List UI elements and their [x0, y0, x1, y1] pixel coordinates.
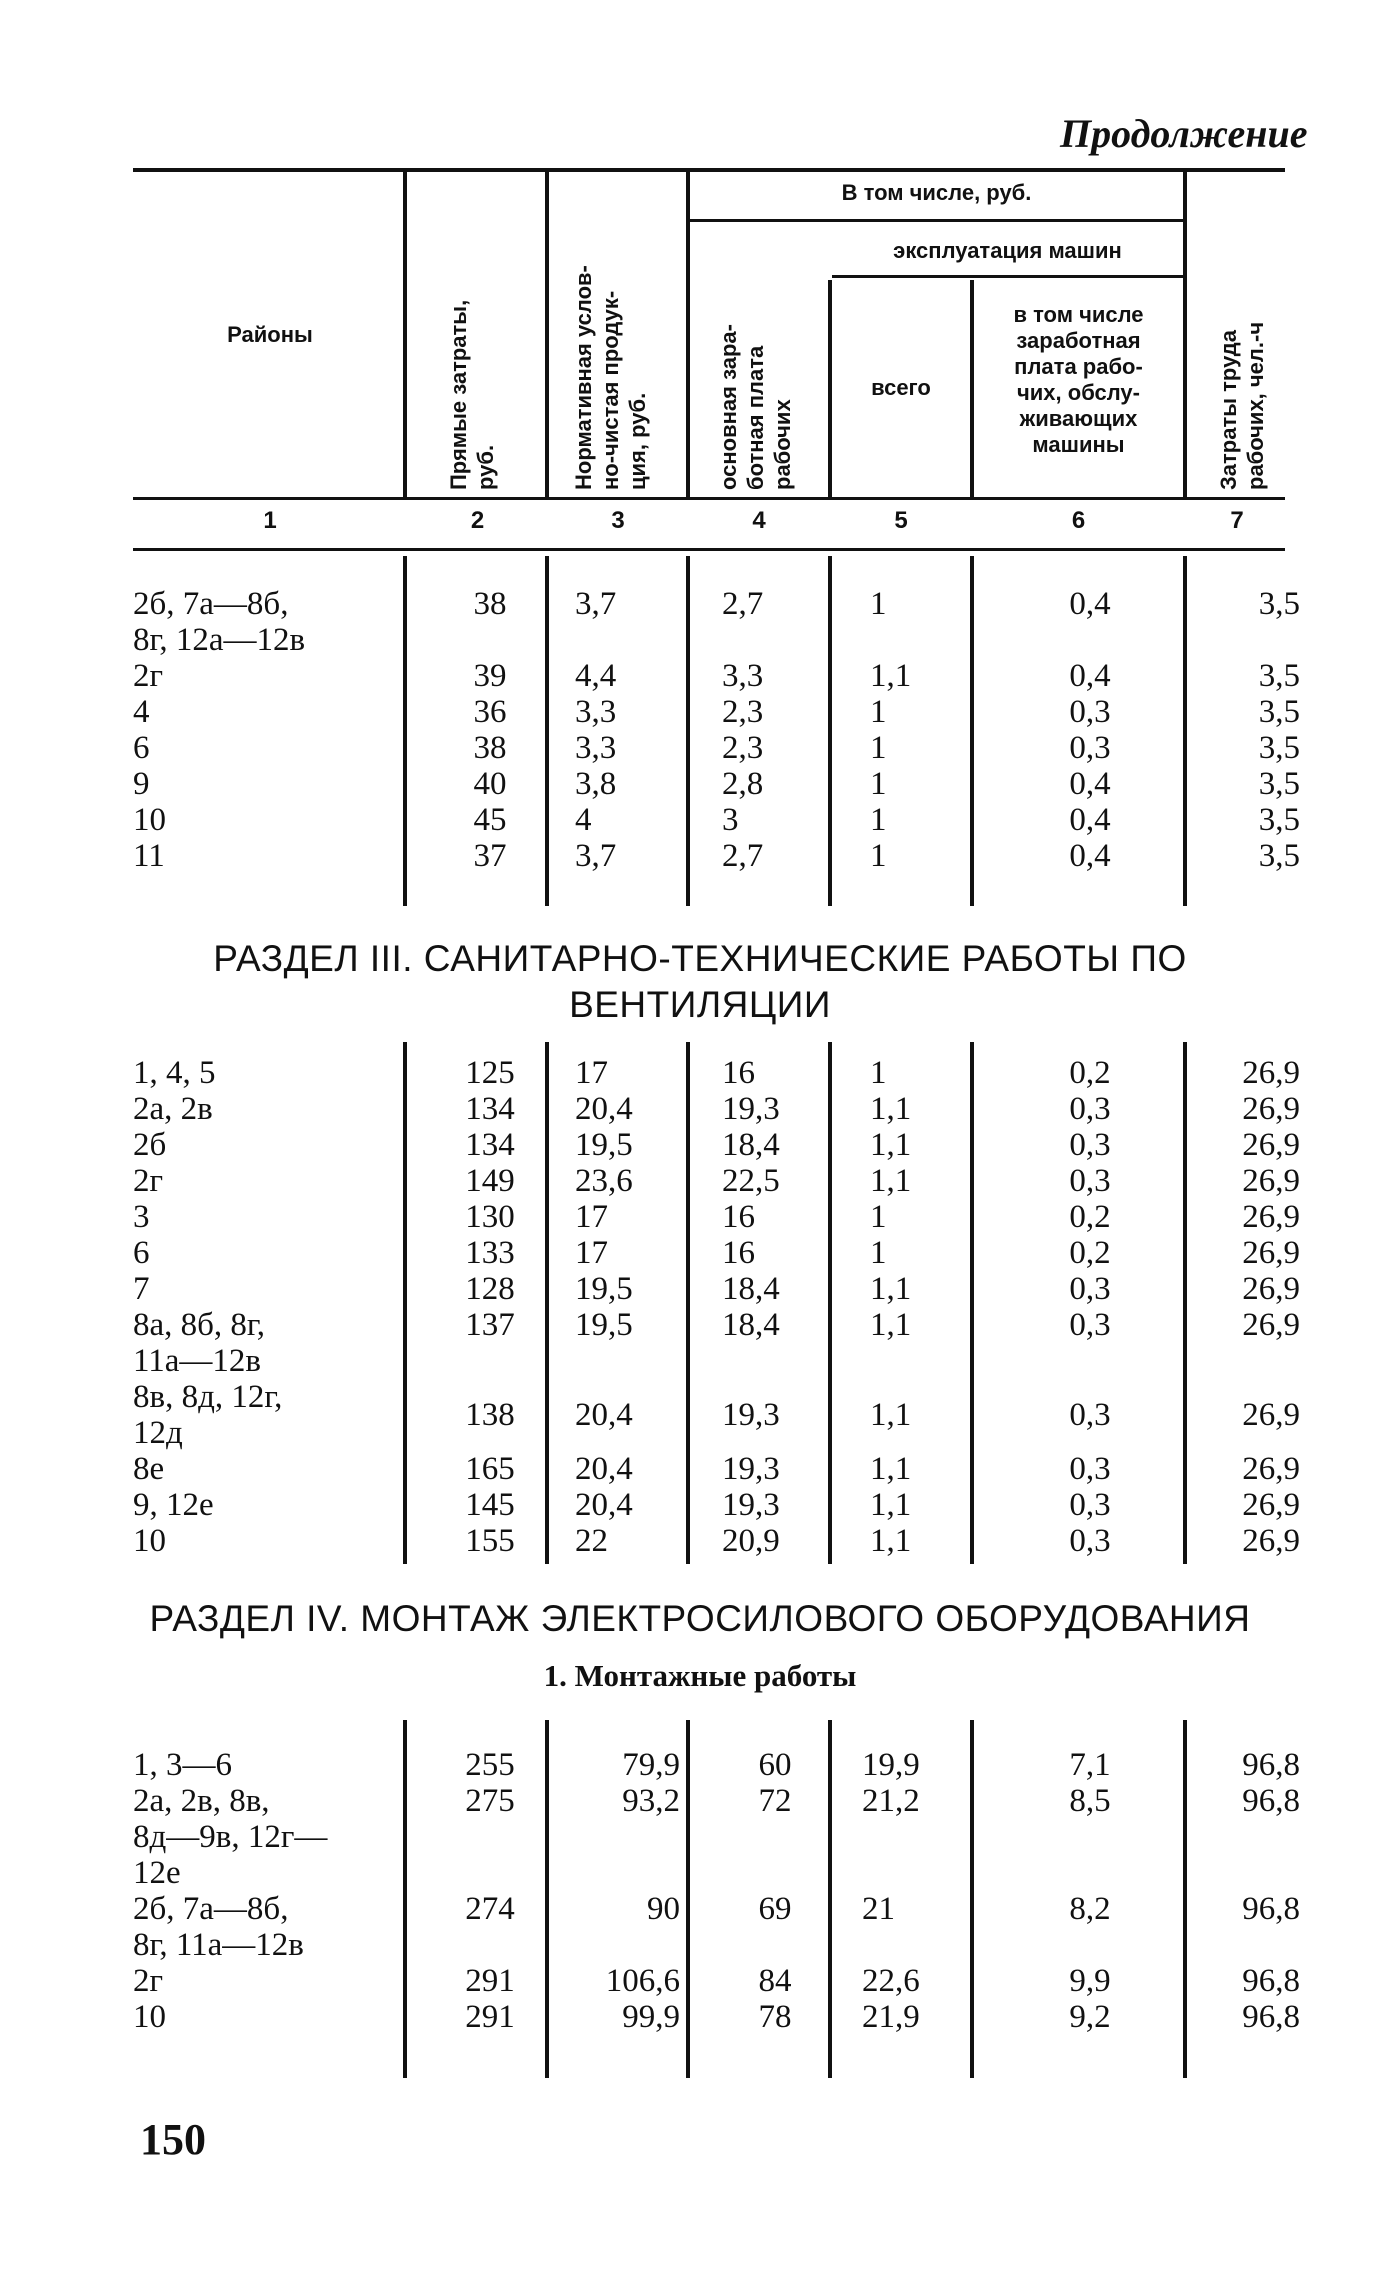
- machine-wages-cell: 0,4: [1069, 802, 1111, 838]
- table-row: [0, 1235, 1387, 1271]
- region-cell: 9: [133, 766, 150, 802]
- table-row: [0, 730, 1387, 766]
- direct-costs-cell: 38: [473, 730, 507, 766]
- labor-costs-cell: 3,5: [1258, 802, 1300, 838]
- labor-costs-cell: 26,9: [1242, 1091, 1300, 1127]
- machine-total-cell: 1: [870, 802, 887, 838]
- machine-total-cell: 1,1: [870, 1163, 912, 1199]
- region-cell: 10: [133, 802, 166, 838]
- column-rule: [828, 556, 832, 906]
- region-cell: 4: [133, 694, 150, 730]
- direct-costs-cell: 274: [465, 1891, 515, 1927]
- machine-wages-cell: 0,3: [1069, 1091, 1111, 1127]
- labor-costs-cell: 26,9: [1242, 1127, 1300, 1163]
- column-number-5: 5: [894, 507, 908, 534]
- labor-costs-cell: 26,9: [1242, 1055, 1300, 1091]
- table-row: [0, 1199, 1387, 1235]
- header-top-rule: [133, 168, 1285, 172]
- direct-costs-cell: 255: [465, 1747, 515, 1783]
- labor-costs-cell: 26,9: [1242, 1397, 1300, 1433]
- labor-costs-cell: 3,5: [1258, 694, 1300, 730]
- normative-product-cell: 4: [575, 802, 592, 838]
- basic-wages-cell: 2,8: [722, 766, 764, 802]
- basic-wages-cell: 19,3: [722, 1397, 780, 1433]
- normative-product-cell: 79,9: [622, 1747, 680, 1783]
- column-rule: [970, 1720, 974, 2078]
- region-cell: 1, 4, 5: [133, 1055, 216, 1091]
- machine-wages-cell: 0,3: [1069, 1451, 1111, 1487]
- machine-total-cell: 1: [870, 1199, 887, 1235]
- normative-product-cell: 17: [575, 1055, 608, 1091]
- direct-costs-cell: 38: [473, 586, 507, 622]
- direct-costs-cell: 37: [473, 838, 507, 874]
- direct-costs-cell: 39: [473, 658, 507, 694]
- machine-wages-cell: 0,3: [1069, 1307, 1111, 1343]
- region-cell: 2а, 2в, 8в, 8д—9в, 12г— 12е: [133, 1783, 328, 1891]
- labor-costs-cell: 26,9: [1242, 1523, 1300, 1559]
- normative-product-cell: 93,2: [622, 1783, 680, 1819]
- direct-costs-cell: 45: [473, 802, 507, 838]
- basic-wages-cell: 60: [758, 1747, 792, 1783]
- machine-wages-cell: 9,2: [1069, 1999, 1111, 2035]
- basic-wages-cell: 2,7: [722, 586, 764, 622]
- table-row: [0, 1963, 1387, 1999]
- labor-costs-cell: 96,8: [1242, 1747, 1300, 1783]
- machine-total-cell: 1,1: [870, 1091, 912, 1127]
- region-cell: 2г: [133, 1963, 164, 1999]
- machine-total-cell: 1,1: [870, 1523, 912, 1559]
- normative-product-cell: 23,6: [575, 1163, 633, 1199]
- normative-product-cell: 3,3: [575, 730, 617, 766]
- region-cell: 8в, 8д, 12г, 12д: [133, 1379, 283, 1451]
- normative-product-cell: 20,4: [575, 1451, 633, 1487]
- header-divider-6: [1183, 172, 1187, 500]
- machine-wages-cell: 8,5: [1069, 1783, 1111, 1819]
- labor-costs-cell: 3,5: [1258, 730, 1300, 766]
- header-machine-wages: в том числе заработная плата рабо- чих, обслу- живающих машины: [1013, 302, 1144, 457]
- machine-total-cell: 22,6: [862, 1963, 920, 1999]
- region-cell: 6: [133, 1235, 150, 1271]
- column-rule: [686, 556, 690, 906]
- machine-wages-cell: 0,3: [1069, 1487, 1111, 1523]
- machine-wages-cell: 0,4: [1069, 766, 1111, 802]
- normative-product-cell: 20,4: [575, 1397, 633, 1433]
- header-total: всего: [871, 375, 931, 400]
- column-rule: [403, 556, 407, 906]
- column-number-7: 7: [1230, 507, 1244, 534]
- column-rule: [970, 1042, 974, 1564]
- column-rule: [686, 1042, 690, 1564]
- header-including-rub: В том числе, руб.: [841, 180, 1032, 205]
- header-direct-costs: Прямые затраты, руб.: [446, 299, 498, 490]
- column-number-2: 2: [470, 507, 485, 534]
- table-row: [0, 1379, 1387, 1451]
- basic-wages-cell: 2,3: [722, 730, 764, 766]
- machine-wages-cell: 0,3: [1069, 1271, 1111, 1307]
- column-rule: [1183, 556, 1187, 906]
- header-divider-1: [403, 172, 407, 500]
- region-cell: 2г: [133, 658, 164, 694]
- basic-wages-cell: 78: [758, 1999, 792, 2035]
- region-cell: 8а, 8б, 8г, 11а—12в: [133, 1307, 265, 1379]
- column-rule: [970, 556, 974, 906]
- table-row: [0, 658, 1387, 694]
- machine-total-cell: 21,2: [862, 1783, 920, 1819]
- section-3-title: РАЗДЕЛ IV. МОНТАЖ ЭЛЕКТРОСИЛОВОГО ОБОРУДОВАНИЯ: [149, 1598, 1251, 1639]
- machine-wages-cell: 0,3: [1069, 1127, 1111, 1163]
- normative-product-cell: 20,4: [575, 1091, 633, 1127]
- header-basic-wages: основная зара- ботная плата рабочих: [716, 324, 795, 490]
- header-regions: Районы: [227, 322, 313, 347]
- machine-total-cell: 1: [870, 838, 887, 874]
- region-cell: 8е: [133, 1451, 165, 1487]
- region-cell: 7: [133, 1271, 150, 1307]
- normative-product-cell: 17: [575, 1199, 608, 1235]
- column-rule: [686, 1720, 690, 2078]
- table-row: [0, 802, 1387, 838]
- machine-total-cell: 1,1: [870, 1451, 912, 1487]
- machine-wages-cell: 9,9: [1069, 1963, 1111, 1999]
- normative-product-cell: 20,4: [575, 1487, 633, 1523]
- direct-costs-cell: 291: [465, 1999, 515, 2035]
- labor-costs-cell: 26,9: [1242, 1235, 1300, 1271]
- machine-total-cell: 1: [870, 586, 887, 622]
- table-row: [0, 1451, 1387, 1487]
- table-row: [0, 586, 1387, 658]
- machine-total-cell: 1: [870, 694, 887, 730]
- region-cell: 10: [133, 1999, 166, 2035]
- labor-costs-cell: 3,5: [1258, 658, 1300, 694]
- direct-costs-cell: 291: [465, 1963, 515, 1999]
- direct-costs-cell: 138: [465, 1397, 515, 1433]
- table-row: [0, 1307, 1387, 1379]
- basic-wages-cell: 18,4: [722, 1127, 780, 1163]
- machine-wages-cell: 0,4: [1069, 658, 1111, 694]
- column-rule: [403, 1042, 407, 1564]
- machine-wages-cell: 0,4: [1069, 838, 1111, 874]
- header-labor-costs: Затраты труда рабочих, чел.-ч: [1216, 321, 1268, 490]
- labor-costs-cell: 26,9: [1242, 1199, 1300, 1235]
- direct-costs-cell: 133: [465, 1235, 515, 1271]
- basic-wages-cell: 84: [758, 1963, 792, 1999]
- labor-costs-cell: 96,8: [1242, 1783, 1300, 1819]
- machine-total-cell: 1,1: [870, 658, 912, 694]
- labor-costs-cell: 3,5: [1258, 586, 1300, 622]
- region-cell: 2б, 7а—8б, 8г, 12а—12в: [133, 586, 306, 658]
- machine-total-cell: 19,9: [862, 1747, 920, 1783]
- basic-wages-cell: 16: [722, 1055, 755, 1091]
- normative-product-cell: 19,5: [575, 1127, 633, 1163]
- machine-wages-cell: 7,1: [1069, 1747, 1111, 1783]
- region-cell: 2г: [133, 1163, 164, 1199]
- table-row: [0, 1523, 1387, 1559]
- table-row: [0, 838, 1387, 874]
- basic-wages-cell: 3: [722, 802, 739, 838]
- basic-wages-cell: 19,3: [722, 1451, 780, 1487]
- normative-product-cell: 3,8: [575, 766, 617, 802]
- direct-costs-cell: 128: [465, 1271, 515, 1307]
- machine-wages-cell: 0,3: [1069, 730, 1111, 766]
- machine-total-cell: 1,1: [870, 1397, 912, 1433]
- direct-costs-cell: 275: [465, 1783, 515, 1819]
- labor-costs-cell: 96,8: [1242, 1999, 1300, 2035]
- basic-wages-cell: 2,3: [722, 694, 764, 730]
- section-3-rows: [0, 1747, 1387, 2035]
- region-cell: 1, 3—6: [133, 1747, 232, 1783]
- machine-wages-cell: 0,3: [1069, 1397, 1111, 1433]
- region-cell: 10: [133, 1523, 166, 1559]
- section-2-title: РАЗДЕЛ III. САНИТАРНО-ТЕХНИЧЕСКИЕ РАБОТЫ ПО ВЕНТИЛЯЦИИ: [213, 938, 1187, 1025]
- normative-product-cell: 4,4: [575, 658, 617, 694]
- column-rule: [1183, 1720, 1187, 2078]
- machine-total-cell: 1,1: [870, 1271, 912, 1307]
- labor-costs-cell: 96,8: [1242, 1963, 1300, 1999]
- labor-costs-cell: 3,5: [1258, 838, 1300, 874]
- table-row: [0, 1891, 1387, 1963]
- normative-product-cell: 106,6: [605, 1963, 680, 1999]
- basic-wages-cell: 20,9: [722, 1523, 780, 1559]
- direct-costs-cell: 36: [473, 694, 507, 730]
- table-row: [0, 694, 1387, 730]
- column-number-4: 4: [752, 507, 766, 534]
- basic-wages-cell: 69: [758, 1891, 792, 1927]
- machine-wages-cell: 0,2: [1069, 1199, 1111, 1235]
- basic-wages-cell: 16: [722, 1199, 755, 1235]
- normative-product-cell: 90: [647, 1891, 680, 1927]
- region-cell: 2б: [133, 1127, 167, 1163]
- region-cell: 6: [133, 730, 150, 766]
- labor-costs-cell: 26,9: [1242, 1307, 1300, 1343]
- table-row: [0, 1271, 1387, 1307]
- machine-wages-cell: 0,4: [1069, 586, 1111, 622]
- table-row: [0, 1091, 1387, 1127]
- basic-wages-cell: 19,3: [722, 1487, 780, 1523]
- normative-product-cell: 19,5: [575, 1271, 633, 1307]
- machine-wages-cell: 0,3: [1069, 694, 1111, 730]
- machine-total-cell: 1,1: [870, 1487, 912, 1523]
- normative-product-cell: 19,5: [575, 1307, 633, 1343]
- labor-costs-cell: 26,9: [1242, 1163, 1300, 1199]
- column-rule: [828, 1720, 832, 2078]
- section-2-rows: [0, 1055, 1387, 1559]
- machine-wages-cell: 0,3: [1069, 1523, 1111, 1559]
- basic-wages-cell: 18,4: [722, 1307, 780, 1343]
- table-row: [0, 1783, 1387, 1891]
- direct-costs-cell: 165: [465, 1451, 515, 1487]
- labor-costs-cell: 26,9: [1242, 1271, 1300, 1307]
- table-row: [0, 1127, 1387, 1163]
- machine-total-cell: 21: [862, 1891, 895, 1927]
- basic-wages-cell: 18,4: [722, 1271, 780, 1307]
- column-number-3: 3: [611, 507, 625, 534]
- direct-costs-cell: 145: [465, 1487, 515, 1523]
- machine-total-cell: 1: [870, 1235, 887, 1271]
- region-cell: 2а, 2в: [133, 1091, 213, 1127]
- table-row: [0, 1163, 1387, 1199]
- header-bottom-rule: [133, 497, 1285, 500]
- labor-costs-cell: 26,9: [1242, 1487, 1300, 1523]
- normative-product-cell: 22: [575, 1523, 608, 1559]
- labor-costs-cell: 3,5: [1258, 766, 1300, 802]
- machine-wages-cell: 0,2: [1069, 1235, 1111, 1271]
- region-cell: 9, 12е: [133, 1487, 214, 1523]
- header-machine-rule: [832, 275, 1183, 278]
- basic-wages-cell: 2,7: [722, 838, 764, 874]
- basic-wages-cell: 22,5: [722, 1163, 780, 1199]
- column-rule: [828, 1042, 832, 1564]
- header-divider-2: [545, 172, 549, 500]
- normative-product-cell: 17: [575, 1235, 608, 1271]
- region-cell: 3: [133, 1199, 150, 1235]
- machine-total-cell: 1,1: [870, 1127, 912, 1163]
- machine-total-cell: 1: [870, 766, 887, 802]
- machine-total-cell: 21,9: [862, 1999, 920, 2035]
- column-rule: [545, 556, 549, 906]
- machine-wages-cell: 0,3: [1069, 1163, 1111, 1199]
- direct-costs-cell: 134: [465, 1091, 515, 1127]
- direct-costs-cell: 137: [465, 1307, 515, 1343]
- section-3-subtitle: 1. Монтажные работы: [543, 1658, 857, 1693]
- header-machine-operation: эксплуатация машин: [893, 238, 1122, 263]
- machine-total-cell: 1: [870, 730, 887, 766]
- machine-total-cell: 1: [870, 1055, 887, 1091]
- header-including-rule: [690, 219, 1183, 222]
- direct-costs-cell: 149: [465, 1163, 515, 1199]
- page-number: 150: [140, 2115, 206, 2164]
- normative-product-cell: 3,7: [575, 586, 617, 622]
- basic-wages-cell: 19,3: [722, 1091, 780, 1127]
- column-number-1: 1: [263, 507, 277, 534]
- column-rule: [545, 1042, 549, 1564]
- column-rule: [1183, 1042, 1187, 1564]
- table-row: [0, 766, 1387, 802]
- table-row: [0, 1747, 1387, 1783]
- normative-product-cell: 99,9: [622, 1999, 680, 2035]
- region-cell: 2б, 7а—8б, 8г, 11а—12в: [133, 1891, 304, 1963]
- header-normative-product: Нормативная услов- но-чистая продук- ция, руб.: [571, 265, 650, 490]
- normative-product-cell: 3,7: [575, 838, 617, 874]
- column-number-6: 6: [1071, 507, 1086, 534]
- continuation-label: Продолжение: [1060, 111, 1308, 156]
- column-number-rule: [133, 548, 1285, 551]
- direct-costs-cell: 134: [465, 1127, 515, 1163]
- labor-costs-cell: 96,8: [1242, 1891, 1300, 1927]
- table-row: [0, 1999, 1387, 2035]
- direct-costs-cell: 130: [465, 1199, 515, 1235]
- machine-wages-cell: 8,2: [1069, 1891, 1111, 1927]
- normative-product-cell: 3,3: [575, 694, 617, 730]
- table-row: [0, 1487, 1387, 1523]
- direct-costs-cell: 40: [473, 766, 507, 802]
- direct-costs-cell: 155: [465, 1523, 515, 1559]
- section-1-rows: [0, 586, 1387, 874]
- basic-wages-cell: 16: [722, 1235, 755, 1271]
- table-row: [0, 1055, 1387, 1091]
- machine-total-cell: 1,1: [870, 1307, 912, 1343]
- column-rule: [545, 1720, 549, 2078]
- basic-wages-cell: 72: [758, 1783, 792, 1819]
- basic-wages-cell: 3,3: [722, 658, 764, 694]
- machine-wages-cell: 0,2: [1069, 1055, 1111, 1091]
- labor-costs-cell: 26,9: [1242, 1451, 1300, 1487]
- direct-costs-cell: 125: [465, 1055, 515, 1091]
- region-cell: 11: [133, 838, 165, 874]
- column-rule: [403, 1720, 407, 2078]
